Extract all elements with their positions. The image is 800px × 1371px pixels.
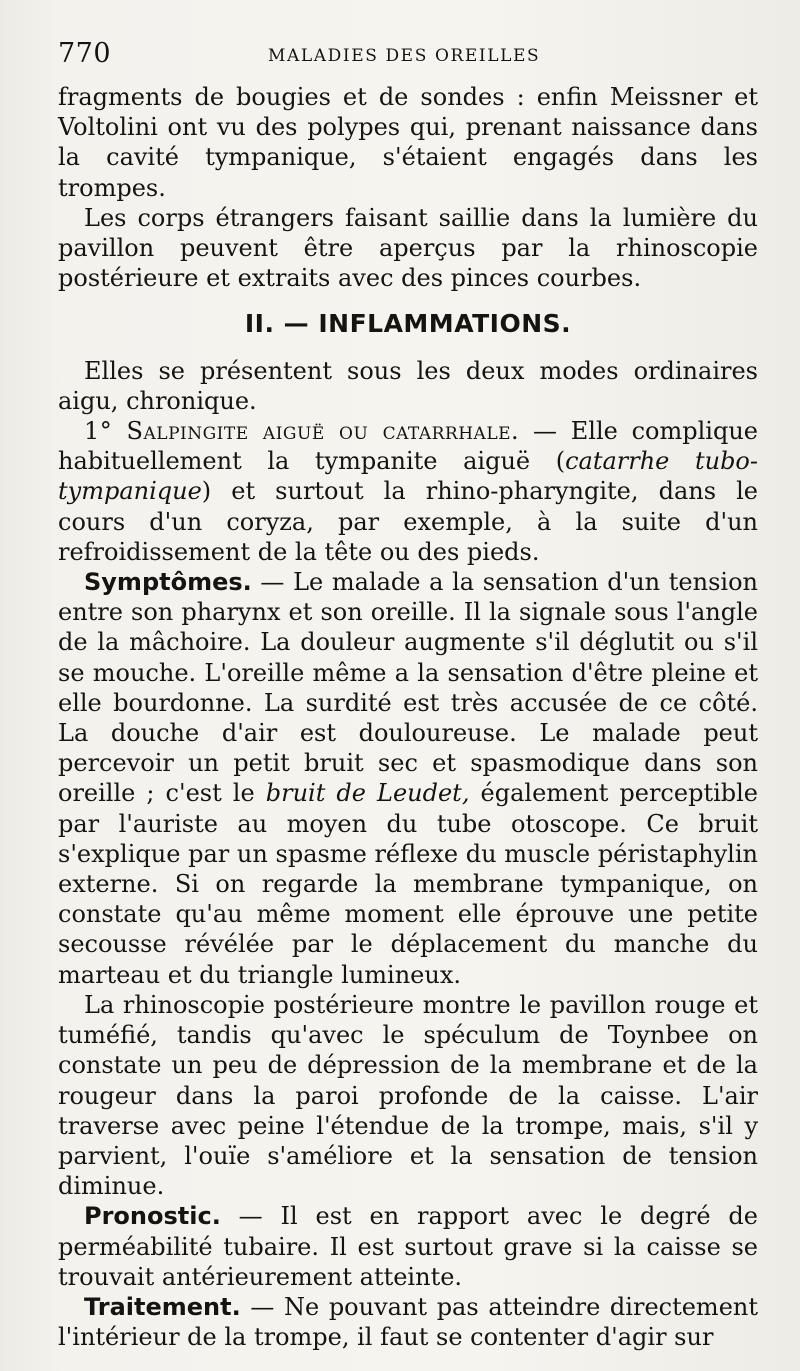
paragraph-continuation: fragments de bougies et de sondes : enfin Meissner et Voltolini ont vu des polypes qui, prenant naissance dans la cavité tympanique, s'étaient engagés dans les trompes. [58,83,758,202]
paragraph-symptomes: Symptômes. — Le malade a la sensation d'un tension entre son pharynx et son oreille. Il la signale sous l'angle de la mâchoire. La douleur augmente s'il déglutit ou s'il se mouche. L'oreille même a la sensation d'être pleine et elle bourdonne. La surdité est très accusée de ce côté. La douche d'air est douloureuse. Le malade peut percevoir un petit bruit sec et spasmodique dans son oreille ; c'est le bruit de Leudet, également perceptible par l'auriste au moyen du tube otoscope. Ce bruit s'explique par un spasme réflexe du muscle péristaphylin externe. Si on regarde la membrane tympanique, on constate qu'au même moment elle éprouve une petite secousse révélée par le déplacement du manche du marteau et du triangle lumineux. [58,568,758,989]
section-heading: II. — INFLAMMATIONS. [244,309,572,339]
paragraph-traitement: Traitement. — Ne pouvant pas atteindre directement l'intérieur de la trompe, il faut se contenter d'agir sur [58,1292,758,1352]
body-text [58,82,758,1352]
page-number: 770 [58,38,112,69]
run-in-heading-pronostic: Pronostic. [84,1202,221,1231]
paragraph-rhinoscopie: La rhinoscopie postérieure montre le pavillon rouge et tuméfié, tandis qu'avec le spéculum de Toynbee on constate un peu de dépression de la membrane et de la rougeur dans la paroi profonde de la caisse. L'air traverse avec peine l'étendue de la trompe, mais, s'il y parvient, l'ouïe s'améliore et la sensation de tension diminue. [58,990,758,1201]
paragraph-modes: Elles se présentent sous les deux modes ordinaires aigu, chronique. [58,356,758,415]
paragraph-foreign-bodies: Les corps étrangers faisant saillie dans la lumière du pavillon peuvent être aperçus par la rhinoscopie postérieure et extraits avec des pinces courbes. [58,203,758,293]
run-in-heading-traitement: Traitement. [84,1292,241,1321]
italic-term: bruit de Leudet, [265,779,470,808]
running-head [58,38,760,78]
subsection-title: 1° Salpingite aiguë ou catarrhale. [84,417,520,446]
running-title: MALADIES DES OREILLES [268,46,541,66]
italic-term: catarrhe tubo-tympanique [58,447,758,506]
paragraph-salpingite: 1° Salpingite aiguë ou catarrhale. — Elle complique habituellement la tympanite aiguë (catarrhe tubo-tympanique) et surtout la rhino-pharyngite, dans le cours d'un coryza, par exemple, à la suite d'un refroidissement de la tête ou des pieds. [58,417,759,566]
run-in-heading-symptomes: Symptômes. [84,568,252,597]
paragraph-pronostic: Pronostic. — Il est en rapport avec le degré de perméabilité tubaire. Il est surtout grave si la caisse se trouvait antérieurement atteinte. [58,1202,758,1291]
